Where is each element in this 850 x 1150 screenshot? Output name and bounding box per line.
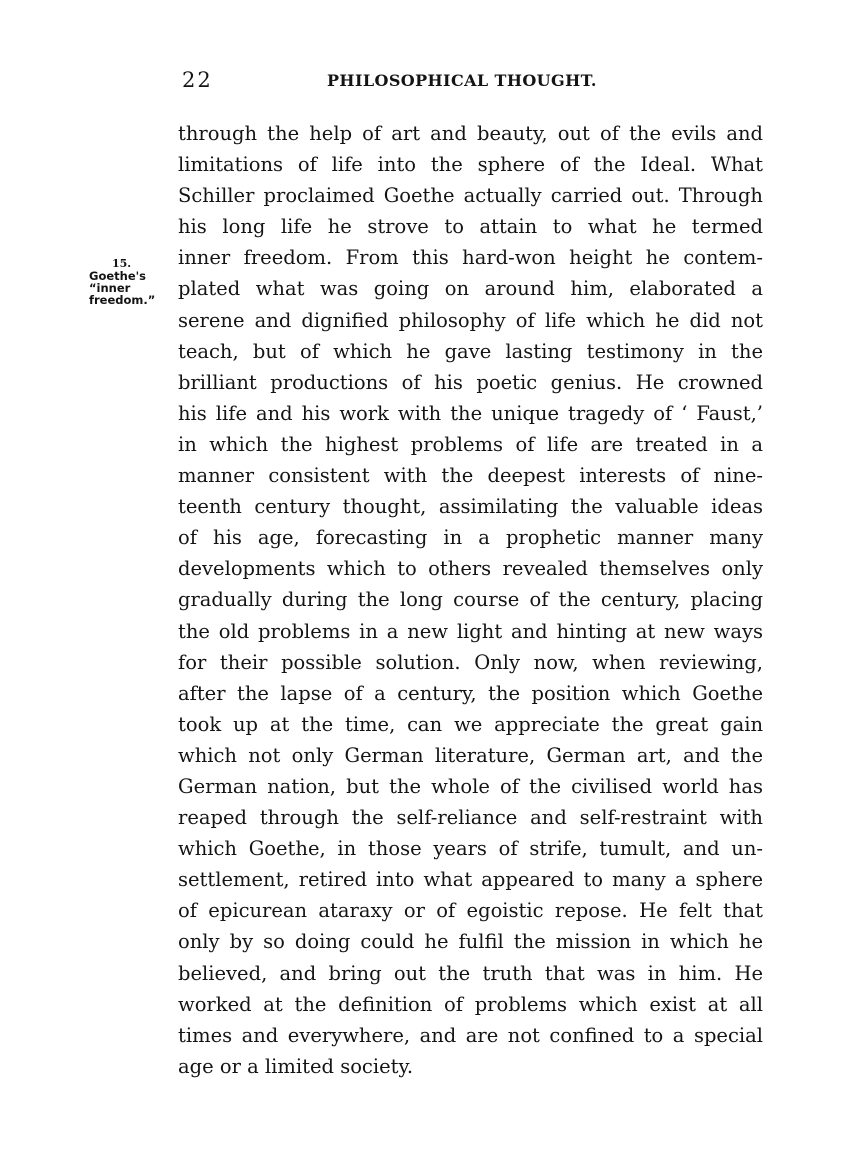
text-line: the old problems in a new light and hinting at new ways (178, 619, 763, 643)
text-line: after the lapse of a century, the position which Goethe (178, 681, 763, 705)
margin-note-line: freedom.” (89, 293, 156, 307)
text-line: gradually during the long course of the century, placing (178, 588, 763, 612)
text-line: teach, but of which he gave lasting testimony in the (178, 339, 763, 363)
text-line: worked at the definition of problems which exist at all (178, 992, 763, 1016)
text-line: took up at the time, can we appreciate the great gain (178, 712, 763, 736)
text-line: inner freedom. From this hard-won height he contem- (178, 246, 763, 270)
text-line: times and everywhere, and are not confined to a special (178, 1023, 763, 1047)
text-line: in which the highest problems of life are treated in a (178, 432, 763, 456)
text-line: teenth century thought, assimilating the valuable ideas (178, 495, 763, 519)
text-line: Schiller proclaimed Goethe actually carried out. Through (178, 184, 763, 208)
text-line: limitations of life into the sphere of the Ideal. What (178, 153, 763, 177)
text-line: brilliant productions of his poetic genius. He crowned (178, 370, 763, 394)
text-line: through the help of art and beauty, out of the evils and (178, 122, 763, 145)
margin-note-line: “inner (89, 281, 131, 295)
running-title: PHILOSOPHICAL THOUGHT. (327, 71, 597, 90)
text-line: manner consistent with the deepest interests of nine- (178, 464, 763, 488)
text-line: which not only German literature, German art, and the (178, 743, 763, 767)
text-line: believed, and bring out the truth that was in him. He (178, 961, 763, 985)
text-line: serene and dignified philosophy of life which he did not (178, 308, 763, 332)
margin-note-line: Goethe's (89, 269, 146, 283)
body-text (178, 118, 763, 1082)
text-line: of his age, forecasting in a prophetic manner many (178, 526, 763, 550)
page-header (0, 68, 850, 98)
text-line: of epicurean ataraxy or of egoistic repose. He felt that (178, 899, 763, 923)
margin-note (78, 258, 170, 306)
text-line: plated what was going on around him, elaborated a (178, 277, 763, 301)
text-line: developments which to others revealed themselves only (178, 557, 763, 581)
text-line: German nation, but the whole of the civilised world has (178, 774, 763, 798)
margin-note-number: 15. (112, 257, 132, 270)
text-line: his long life he strove to attain to what he termed (178, 215, 763, 239)
text-line: for their possible solution. Only now, when reviewing, (178, 650, 763, 674)
text-line: his life and his work with the unique tragedy of ‘ Faust,’ (178, 401, 763, 425)
text-line: only by so doing could he fulfil the mission in which he (178, 930, 763, 954)
text-line: settlement, retired into what appeared to many a sphere (178, 868, 763, 892)
page-number: 22 (182, 68, 213, 92)
text-line: age or a limited society. (178, 1054, 414, 1078)
text-line: which Goethe, in those years of strife, tumult, and un- (178, 837, 763, 861)
text-line: reaped through the self-reliance and self-restraint with (178, 806, 763, 830)
